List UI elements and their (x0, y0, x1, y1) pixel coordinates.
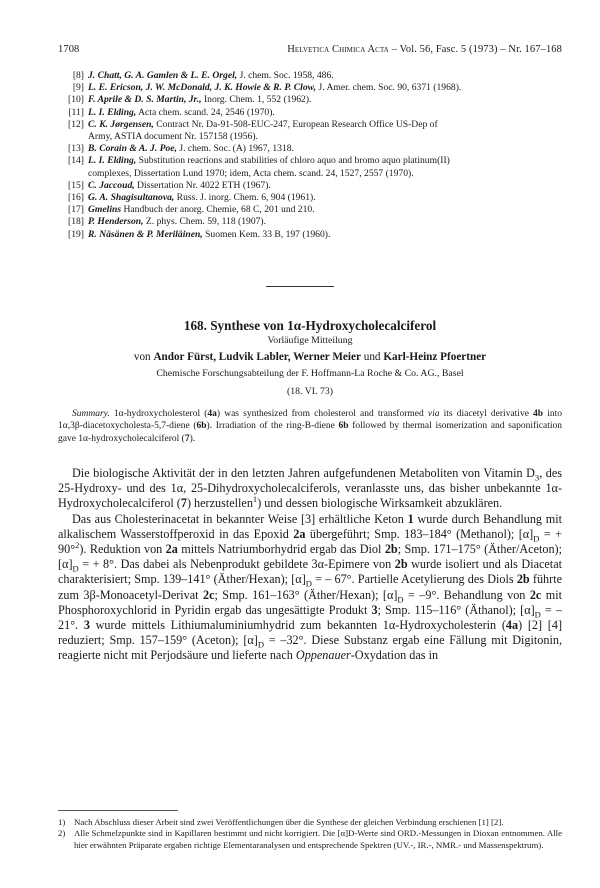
reference-number: [15] (68, 179, 84, 191)
reference-text: Handbuch der anorg. Chemie, 68 C, 201 und 210. (121, 204, 315, 216)
summary-paragraph (58, 408, 562, 445)
body-text: = –32°. Diese Substanz ergab eine Fällung mit Digitonin, reagierte nicht mit Perjodsäure und lieferte nach (58, 633, 562, 663)
body-paragraph-1 (58, 466, 562, 512)
summary-text: ) was synthesized from cholesterol and transformed (216, 409, 428, 419)
reference-text: Contract Nr. Da-91-508-EUC-247, European Research Office US-Dep of (153, 118, 438, 130)
reference-number: [17] (68, 204, 84, 216)
article-title: 168. Synthese von 1α-Hydroxycholecalciferol (183, 318, 437, 333)
reference-item (62, 155, 562, 179)
reference-number: [8] (72, 70, 84, 81)
body-text: = + 90° (58, 526, 562, 557)
body-text: ). Reduktion von (79, 542, 166, 557)
subscript: D (534, 609, 541, 620)
reference-authors: P. Henderson, (88, 216, 144, 228)
reference-body (88, 216, 562, 228)
reference-authors: L. I. Elding, (88, 155, 137, 167)
reference-body (88, 180, 562, 192)
section-divider (266, 286, 334, 287)
summary-text: its diacetyl derivative (439, 409, 534, 419)
subscript: D (72, 563, 79, 574)
body-text: Die biologische Aktivität der in den letzten Jahren aufgefundenen Metaboliten von Vitamin D (72, 466, 535, 480)
reference-number: [11] (68, 106, 84, 118)
person-name: Oppenauer (295, 648, 351, 663)
reference-authors: Gmelins (88, 204, 122, 216)
reference-authors: G. A. Shagisultanova, (88, 192, 175, 204)
body-text: mittels Natriumborhydrid ergab das Diol (177, 542, 385, 557)
reference-text: J. Amer. chem. Soc. 90, 6371 (1968). (316, 82, 462, 94)
summary-text: into 1α,3β-diacetoxycholesta-5,7-diene ( (58, 409, 563, 432)
body-text: ; Smp. 171–175° (Äther/Aceton); [α] (58, 542, 562, 572)
journal-issue: – Vol. 56, Fasc. 5 (1973) – Nr. 167–168 (388, 44, 562, 55)
summary-text: via (427, 409, 440, 419)
compound-ref: 6b (196, 421, 207, 432)
reference-body (88, 82, 562, 94)
reference-number: [10] (68, 94, 84, 106)
body-text: übergeführt; Smp. 183–184° (Methanol); [α] (305, 526, 534, 541)
reference-item (62, 70, 562, 82)
reference-authors: J. Chatt, G. A. Gamlen & L. E. Orgel, (88, 70, 238, 81)
body-text: -Oxydation das in (350, 648, 439, 663)
compound-ref: 4a (505, 618, 519, 633)
reference-authors: C. K. Jørgensen, (88, 118, 154, 130)
reference-body (88, 94, 562, 106)
footnote-item (58, 828, 562, 851)
article-affiliation: Chemische Forschungsabteilung der F. Hoffmann-La Roche & Co. AG., Basel (156, 368, 464, 379)
reference-item (62, 216, 562, 228)
running-header (58, 44, 562, 55)
reference-continuation: complexes, Dissertation Lund 1970; idem, Acta chem. scand. 24, 1527, 2557 (1970). (88, 167, 414, 179)
footnote-text: Alle Schmelzpunkte sind in Kapillaren bestimmt und nicht korrigiert. Die [α]D-Werte sind ORD.-Messungen in Dioxan entnommen. Alle hier erwähnten Präparate ergaben richtige Elementaranalysen und entsprechende Spektren (UV.-, IR.-, NMR.- und Massenspektrum). (74, 828, 562, 850)
reference-number: [16] (68, 192, 84, 204)
page-number: 1708 (58, 44, 80, 55)
summary-text: ). (189, 433, 196, 444)
authors-von: von (133, 351, 151, 363)
subscript: D (397, 594, 404, 605)
authors-und: und (360, 351, 384, 363)
footnotes (58, 817, 562, 851)
reference-item (62, 204, 562, 216)
reference-item (62, 94, 562, 106)
footnote-item (58, 817, 562, 828)
summary-text: 1α-hydroxycholesterol ( (109, 409, 208, 419)
body-text: = –9°. Behandlung von (403, 587, 530, 602)
body-text: ; Smp. 161–163° (Äther/Hexan); [α] (214, 587, 398, 602)
summary-text: ). Irradiation of the ring-B-diene (206, 421, 339, 432)
reference-body (88, 192, 562, 204)
reference-body (88, 119, 562, 143)
reference-text: Substitution reactions and stabilities of chloro aquo and bromo aquo platinum(II) (136, 155, 450, 167)
reference-item (62, 107, 562, 119)
footnote-ref: 2 (75, 539, 80, 550)
body-text: = –21°. (58, 602, 562, 633)
compound-ref: 2c (529, 587, 542, 602)
body-text: mit Phosphoroxychlorid in Pyridin ergab das ungesättigte Produkt (58, 587, 562, 617)
compound-ref: 2b (394, 557, 408, 572)
reference-number: [14] (68, 155, 84, 167)
compound-ref: 3 (371, 602, 378, 617)
body-text: = + 8°. Das dabei als Nebenprodukt gebildete 3α-Epimere von (78, 557, 395, 572)
reference-authors: F. Aprile & D. S. Martin, Jr., (88, 94, 202, 106)
summary-text: followed by thermal isomerization and saponification gave 1α-hydroxycholecalciferol ( (58, 421, 562, 444)
body-text: ; Smp. 115–116° (Äthanol); [α] (377, 602, 535, 617)
compound-ref: 2b (384, 542, 398, 557)
body-text: ) [2] [4] reduziert; Smp. 157–159° (Aceton); [α] (58, 618, 562, 648)
reference-text: Dissertation Nr. 4022 ETH (1967). (134, 179, 271, 191)
compound-ref: 6b (338, 421, 349, 432)
subscript: D (305, 578, 312, 589)
reference-item (62, 119, 562, 143)
body-paragraph-2 (58, 512, 562, 664)
body-text: ) herzustellen (186, 496, 253, 511)
body-text: führte zum 3β-Monoacetyl-Derivat (58, 572, 563, 602)
reference-number: [13] (68, 143, 84, 155)
journal-line (287, 44, 562, 55)
subscript: D (533, 533, 540, 544)
reference-text: J. chem. Soc. (A) 1967, 1318. (176, 143, 294, 155)
compound-ref: 1 (407, 511, 414, 526)
compound-ref: 2a (293, 526, 306, 541)
footnote-ref: 1 (252, 494, 258, 505)
reference-text: J. chem. Soc. 1958, 486. (237, 70, 334, 81)
subscript: 3 (534, 472, 540, 483)
author-names-2: Karl-Heinz Pfoertner (383, 351, 487, 363)
reference-authors: R. Näsänen & P. Meriläinen, (88, 228, 203, 240)
compound-ref: 7 (180, 496, 187, 511)
compound-ref: 4b (533, 409, 544, 419)
reference-body (88, 229, 562, 241)
body-text: ) und dessen biologische Wirksamkeit abzuklären. (257, 496, 503, 511)
compound-ref: 2c (202, 587, 215, 602)
reference-authors: L. E. Ericson, J. W. McDonald, J. K. Howie & R. P. Clow, (88, 82, 317, 94)
reference-item (62, 180, 562, 192)
article-authors (58, 351, 562, 363)
reference-list (62, 70, 562, 241)
reference-body (88, 107, 562, 119)
reference-continuation: Army, ASTIA document Nr. 157158 (1956). (88, 131, 258, 143)
reference-text: Inorg. Chem. 1, 552 (1962). (201, 94, 312, 106)
author-names-1: Andor Fürst, Ludvik Labler, Werner Meier (153, 351, 361, 363)
body-text: wurde mittels Lithiumaluminiumhydrid zum bekannten 1α-Hydroxycholesterin ( (89, 618, 506, 633)
compound-ref: 3 (83, 618, 90, 633)
compound-ref: 2b (516, 572, 530, 587)
reference-body (88, 143, 562, 155)
summary-label: Summary. (72, 409, 110, 419)
footnote-mark: 1) (58, 817, 66, 827)
reference-text: Suomen Kem. 33 B, 197 (1960). (202, 228, 331, 240)
footnote-divider (58, 810, 178, 811)
footnote-mark: 2) (58, 828, 66, 839)
reference-body (88, 70, 562, 82)
reference-number: [9] (72, 82, 84, 94)
reference-authors: L. I. Elding, (88, 106, 137, 118)
reference-item (62, 229, 562, 241)
reference-item (62, 143, 562, 155)
journal-name: Helvetica Chimica Acta (287, 44, 389, 55)
body-text: Das aus Cholesterinacetat in bekannter Weise [3] erhältliche Keton (72, 511, 408, 526)
footnote-text: Nach Abschluss dieser Arbeit sind zwei Veröffentlichungen über die Synthese der gleichen Verbindung erschienen [1] [2]. (74, 817, 504, 827)
reference-body (88, 204, 562, 216)
compound-ref: 7 (184, 433, 190, 444)
article-date: (18. VI. 73) (286, 386, 334, 397)
reference-text: Z. phys. Chem. 59, 118 (1907). (143, 216, 267, 228)
reference-body (88, 155, 562, 179)
body-text: = – 67°. Partielle Acetylierung des Diols (311, 572, 517, 587)
main-text (58, 466, 562, 664)
reference-text: Acta chem. scand. 24, 2546 (1970). (136, 106, 275, 118)
body-text: , des 25-Hydroxy- und des 1α, 25-Dihydroxycholecalciferols, veranlasste uns, das bisher unbekannte 1α-Hydroxycholecalciferol ( (58, 466, 562, 511)
compound-ref: 4a (207, 409, 217, 419)
reference-number: [19] (68, 228, 84, 240)
reference-authors: C. Jaccoud, (88, 179, 135, 191)
reference-text: Russ. J. inorg. Chem. 6, 904 (1961). (174, 192, 316, 204)
reference-item (62, 192, 562, 204)
body-text: wurde isoliert und als Diacetat charakterisiert; Smp. 139–141° (Äther/Hexan); [α] (58, 557, 562, 587)
reference-item (62, 82, 562, 94)
body-text: wurde durch Behandlung mit alkalischem Wasserstoffperoxid in das Epoxid (58, 511, 562, 541)
article-subtitle: Vorläufige Mitteilung (267, 335, 353, 346)
subscript: D (257, 639, 264, 650)
compound-ref: 2a (165, 542, 178, 557)
reference-number: [12] (68, 118, 84, 130)
reference-number: [18] (68, 216, 84, 228)
reference-authors: B. Corain & A. J. Poe, (88, 143, 177, 155)
